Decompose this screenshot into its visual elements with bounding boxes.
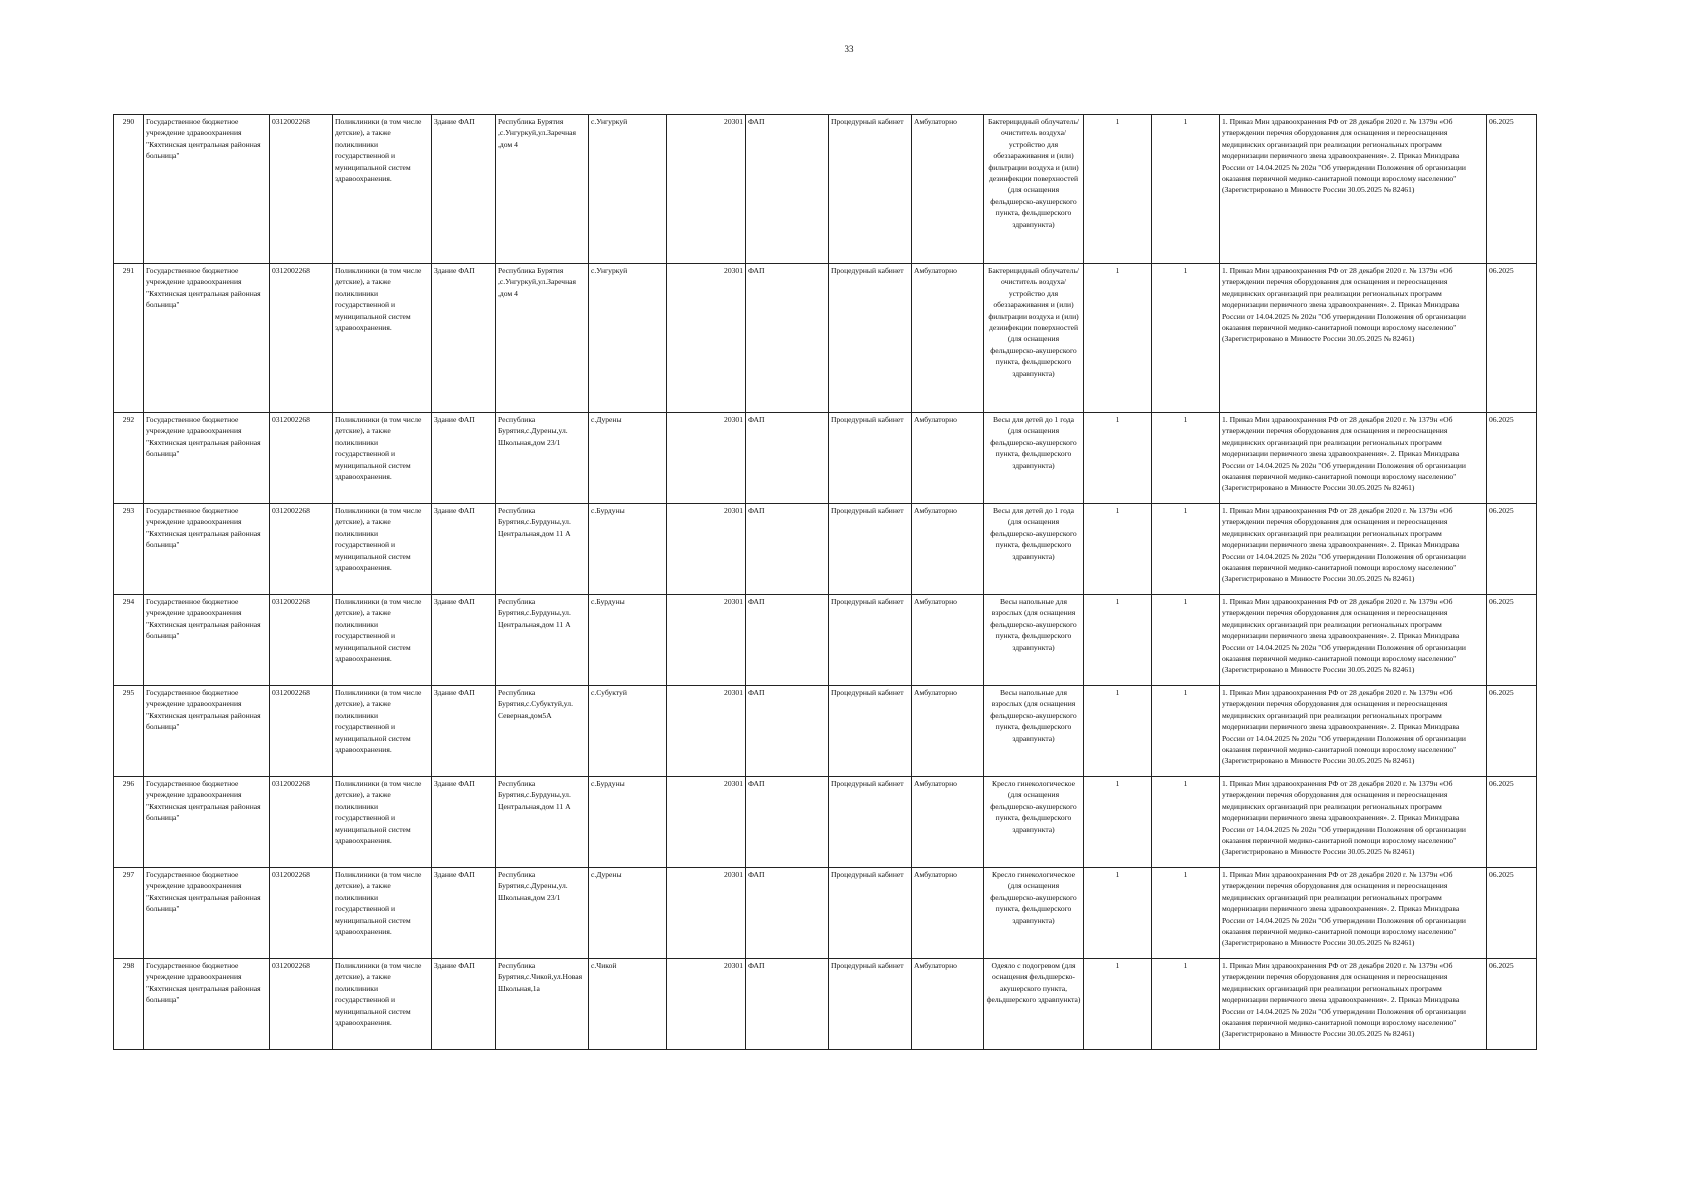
date-cell: 06.2025 <box>1487 959 1537 1050</box>
settlement-cell: с.Дурены <box>589 413 667 504</box>
row-number-cell: 291 <box>114 264 144 413</box>
facility-type-cell: Поликлиники (в том числе детские), а также поликлиники государственной и муниципальной систем здравоохранения. <box>333 777 432 868</box>
date-cell: 06.2025 <box>1487 868 1537 959</box>
table-row <box>114 595 1537 686</box>
inn-cell: 0312002268 <box>270 264 333 413</box>
address-cell: Республика Бурятия,с.Бурдуны,ул. Центральная,дом 11 А <box>496 595 589 686</box>
quantity-1-cell: 1 <box>1084 413 1152 504</box>
facility-type-cell: Поликлиники (в том числе детские), а также поликлиники государственной и муниципальной систем здравоохранения. <box>333 868 432 959</box>
page-number: 33 <box>844 44 854 54</box>
inn-cell: 0312002268 <box>270 115 333 264</box>
code-cell: 20301 <box>667 504 746 595</box>
organization-cell: Государственное бюджетное учреждение здравоохранения "Кяхтинская центральная районная больница" <box>144 777 270 868</box>
table-row <box>114 115 1537 264</box>
row-number-cell: 293 <box>114 504 144 595</box>
quantity-2-cell: 1 <box>1152 504 1220 595</box>
inn-cell: 0312002268 <box>270 413 333 504</box>
quantity-2-cell: 1 <box>1152 959 1220 1050</box>
settlement-cell: с.Бурдуны <box>589 595 667 686</box>
table-row <box>114 959 1537 1050</box>
room-cell: Процедурный кабинет <box>829 264 912 413</box>
code-cell: 20301 <box>667 959 746 1050</box>
facility-type-cell: Поликлиники (в том числе детские), а также поликлиники государственной и муниципальной систем здравоохранения. <box>333 504 432 595</box>
care-type-cell: Амбулаторно <box>912 959 984 1050</box>
address-cell: Республика Бурятия,с.Дурены,ул. Школьная,дом 23/1 <box>496 413 589 504</box>
organization-cell: Государственное бюджетное учреждение здравоохранения "Кяхтинская центральная районная больница" <box>144 959 270 1050</box>
organization-cell: Государственное бюджетное учреждение здравоохранения "Кяхтинская центральная районная больница" <box>144 504 270 595</box>
row-number-cell: 298 <box>114 959 144 1050</box>
row-number-cell: 297 <box>114 868 144 959</box>
quantity-1-cell: 1 <box>1084 264 1152 413</box>
equipment-cell: Весы для детей до 1 года (для оснащения фельдшерско-акушерского пункта, фельдшерского здравпункта) <box>984 413 1084 504</box>
date-cell: 06.2025 <box>1487 264 1537 413</box>
date-cell: 06.2025 <box>1487 413 1537 504</box>
room-cell: Процедурный кабинет <box>829 115 912 264</box>
quantity-2-cell: 1 <box>1152 264 1220 413</box>
quantity-2-cell: 1 <box>1152 413 1220 504</box>
equipment-cell: Бактерицидный облучатель/очиститель воздуха/устройство для обеззараживания и (или) фильтрации воздуха и (или) дезинфекции поверхностей (для оснащения фельдшерско-акушерского пункта, фельдшерского здравпункта) <box>984 264 1084 413</box>
building-cell: Здание ФАП <box>432 686 496 777</box>
address-cell: Республика Бурятия,с.Бурдуны,ул. Центральная,дом 11 А <box>496 504 589 595</box>
legal-basis-cell: 1. Приказ Мин здравоохранения РФ от 28 декабря 2020 г. № 1379н «Об утверждении перечня оборудования для оснащения и переоснащения медицинских организаций при реализации региональных программ модернизации первичного звена здравоохранения». 2. Приказ Минздрава России от 14.04.2025 № 202н "Об утверждении Положения об организации оказания первичной медико-санитарной помощи взрослому населению" (Зарегистрировано в Минюсте России 30.05.2025 № 82461) <box>1220 413 1487 504</box>
date-cell: 06.2025 <box>1487 777 1537 868</box>
inn-cell: 0312002268 <box>270 504 333 595</box>
equipment-cell: Кресло гинекологическое (для оснащения фельдшерско-акушерского пункта, фельдшерского здравпункта) <box>984 777 1084 868</box>
date-cell: 06.2025 <box>1487 115 1537 264</box>
unit-cell: ФАП <box>746 686 829 777</box>
quantity-1-cell: 1 <box>1084 959 1152 1050</box>
code-cell: 20301 <box>667 868 746 959</box>
legal-basis-cell: 1. Приказ Мин здравоохранения РФ от 28 декабря 2020 г. № 1379н «Об утверждении перечня оборудования для оснащения и переоснащения медицинских организаций при реализации региональных программ модернизации первичного звена здравоохранения». 2. Приказ Минздрава России от 14.04.2025 № 202н "Об утверждении Положения об организации оказания первичной медико-санитарной помощи взрослому населению" (Зарегистрировано в Минюсте России 30.05.2025 № 82461) <box>1220 777 1487 868</box>
legal-basis-cell: 1. Приказ Мин здравоохранения РФ от 28 декабря 2020 г. № 1379н «Об утверждении перечня оборудования для оснащения и переоснащения медицинских организаций при реализации региональных программ модернизации первичного звена здравоохранения». 2. Приказ Минздрава России от 14.04.2025 № 202н "Об утверждении Положения об организации оказания первичной медико-санитарной помощи взрослому населению" (Зарегистрировано в Минюсте России 30.05.2025 № 82461) <box>1220 264 1487 413</box>
date-cell: 06.2025 <box>1487 686 1537 777</box>
address-cell: Республика Бурятия,с.Чикой,ул.Новая Школьная,1а <box>496 959 589 1050</box>
legal-basis-cell: 1. Приказ Мин здравоохранения РФ от 28 декабря 2020 г. № 1379н «Об утверждении перечня оборудования для оснащения и переоснащения медицинских организаций при реализации региональных программ модернизации первичного звена здравоохранения». 2. Приказ Минздрава России от 14.04.2025 № 202н "Об утверждении Положения об организации оказания первичной медико-санитарной помощи взрослому населению" (Зарегистрировано в Минюсте России 30.05.2025 № 82461) <box>1220 504 1487 595</box>
quantity-1-cell: 1 <box>1084 868 1152 959</box>
table-row <box>114 686 1537 777</box>
inn-cell: 0312002268 <box>270 595 333 686</box>
care-type-cell: Амбулаторно <box>912 777 984 868</box>
row-number-cell: 295 <box>114 686 144 777</box>
building-cell: Здание ФАП <box>432 413 496 504</box>
care-type-cell: Амбулаторно <box>912 264 984 413</box>
room-cell: Процедурный кабинет <box>829 959 912 1050</box>
table-row <box>114 264 1537 413</box>
equipment-cell: Весы напольные для взрослых (для оснащения фельдшерско-акушерского пункта, фельдшерского здравпункта) <box>984 686 1084 777</box>
unit-cell: ФАП <box>746 777 829 868</box>
care-type-cell: Амбулаторно <box>912 413 984 504</box>
quantity-1-cell: 1 <box>1084 115 1152 264</box>
address-cell: Республика Бурятия ,с.Унгуркуй,ул.Заречная ,дом 4 <box>496 115 589 264</box>
row-number-cell: 296 <box>114 777 144 868</box>
room-cell: Процедурный кабинет <box>829 686 912 777</box>
legal-basis-cell: 1. Приказ Мин здравоохранения РФ от 28 декабря 2020 г. № 1379н «Об утверждении перечня оборудования для оснащения и переоснащения медицинских организаций при реализации региональных программ модернизации первичного звена здравоохранения». 2. Приказ Минздрава России от 14.04.2025 № 202н "Об утверждении Положения об организации оказания первичной медико-санитарной помощи взрослому населению" (Зарегистрировано в Минюсте России 30.05.2025 № 82461) <box>1220 686 1487 777</box>
room-cell: Процедурный кабинет <box>829 413 912 504</box>
equipment-cell: Одеяло с подогревом (для оснащения фельдшерско-акушерского пункта, фельдшерского здравпункта) <box>984 959 1084 1050</box>
room-cell: Процедурный кабинет <box>829 777 912 868</box>
equipment-cell: Бактерицидный облучатель/очиститель воздуха/устройство для обеззараживания и (или) фильтрации воздуха и (или) дезинфекции поверхностей (для оснащения фельдшерско-акушерского пункта, фельдшерского здравпункта) <box>984 115 1084 264</box>
settlement-cell: с.Дурены <box>589 868 667 959</box>
row-number-cell: 294 <box>114 595 144 686</box>
building-cell: Здание ФАП <box>432 264 496 413</box>
legal-basis-cell: 1. Приказ Мин здравоохранения РФ от 28 декабря 2020 г. № 1379н «Об утверждении перечня оборудования для оснащения и переоснащения медицинских организаций при реализации региональных программ модернизации первичного звена здравоохранения». 2. Приказ Минздрава России от 14.04.2025 № 202н "Об утверждении Положения об организации оказания первичной медико-санитарной помощи взрослому населению" (Зарегистрировано в Минюсте России 30.05.2025 № 82461) <box>1220 959 1487 1050</box>
building-cell: Здание ФАП <box>432 115 496 264</box>
organization-cell: Государственное бюджетное учреждение здравоохранения "Кяхтинская центральная районная больница" <box>144 868 270 959</box>
equipment-cell: Весы напольные для взрослых (для оснащения фельдшерско-акушерского пункта, фельдшерского здравпункта) <box>984 595 1084 686</box>
settlement-cell: с.Унгуркуй <box>589 264 667 413</box>
address-cell: Республика Бурятия,с.Бурдуны,ул. Центральная,дом 11 А <box>496 777 589 868</box>
unit-cell: ФАП <box>746 959 829 1050</box>
organization-cell: Государственное бюджетное учреждение здравоохранения "Кяхтинская центральная районная больница" <box>144 595 270 686</box>
building-cell: Здание ФАП <box>432 959 496 1050</box>
unit-cell: ФАП <box>746 264 829 413</box>
code-cell: 20301 <box>667 595 746 686</box>
table-row <box>114 413 1537 504</box>
date-cell: 06.2025 <box>1487 504 1537 595</box>
legal-basis-cell: 1. Приказ Мин здравоохранения РФ от 28 декабря 2020 г. № 1379н «Об утверждении перечня оборудования для оснащения и переоснащения медицинских организаций при реализации региональных программ модернизации первичного звена здравоохранения». 2. Приказ Минздрава России от 14.04.2025 № 202н "Об утверждении Положения об организации оказания первичной медико-санитарной помощи взрослому населению" (Зарегистрировано в Минюсте России 30.05.2025 № 82461) <box>1220 115 1487 264</box>
building-cell: Здание ФАП <box>432 595 496 686</box>
address-cell: Республика Бурятия,с.Дурены,ул. Школьная,дом 23/1 <box>496 868 589 959</box>
facility-type-cell: Поликлиники (в том числе детские), а также поликлиники государственной и муниципальной систем здравоохранения. <box>333 686 432 777</box>
facility-type-cell: Поликлиники (в том числе детские), а также поликлиники государственной и муниципальной систем здравоохранения. <box>333 413 432 504</box>
quantity-2-cell: 1 <box>1152 777 1220 868</box>
code-cell: 20301 <box>667 777 746 868</box>
quantity-1-cell: 1 <box>1084 686 1152 777</box>
quantity-2-cell: 1 <box>1152 686 1220 777</box>
table-row <box>114 504 1537 595</box>
quantity-2-cell: 1 <box>1152 868 1220 959</box>
care-type-cell: Амбулаторно <box>912 868 984 959</box>
row-number-cell: 290 <box>114 115 144 264</box>
facility-type-cell: Поликлиники (в том числе детские), а также поликлиники государственной и муниципальной систем здравоохранения. <box>333 264 432 413</box>
settlement-cell: с.Унгуркуй <box>589 115 667 264</box>
organization-cell: Государственное бюджетное учреждение здравоохранения "Кяхтинская центральная районная больница" <box>144 264 270 413</box>
settlement-cell: с.Бурдуны <box>589 504 667 595</box>
address-cell: Республика Бурятия,с.Субуктуй,ул. Северная,дом5А <box>496 686 589 777</box>
date-cell: 06.2025 <box>1487 595 1537 686</box>
care-type-cell: Амбулаторно <box>912 595 984 686</box>
legal-basis-cell: 1. Приказ Мин здравоохранения РФ от 28 декабря 2020 г. № 1379н «Об утверждении перечня оборудования для оснащения и переоснащения медицинских организаций при реализации региональных программ модернизации первичного звена здравоохранения». 2. Приказ Минздрава России от 14.04.2025 № 202н "Об утверждении Положения об организации оказания первичной медико-санитарной помощи взрослому населению" (Зарегистрировано в Минюсте России 30.05.2025 № 82461) <box>1220 595 1487 686</box>
settlement-cell: с.Субуктуй <box>589 686 667 777</box>
room-cell: Процедурный кабинет <box>829 868 912 959</box>
equipment-cell: Весы для детей до 1 года (для оснащения фельдшерско-акушерского пункта, фельдшерского здравпункта) <box>984 504 1084 595</box>
quantity-1-cell: 1 <box>1084 595 1152 686</box>
code-cell: 20301 <box>667 686 746 777</box>
unit-cell: ФАП <box>746 413 829 504</box>
code-cell: 20301 <box>667 413 746 504</box>
unit-cell: ФАП <box>746 115 829 264</box>
care-type-cell: Амбулаторно <box>912 686 984 777</box>
table-row <box>114 777 1537 868</box>
row-number-cell: 292 <box>114 413 144 504</box>
settlement-cell: с.Чикой <box>589 959 667 1050</box>
facility-type-cell: Поликлиники (в том числе детские), а также поликлиники государственной и муниципальной систем здравоохранения. <box>333 959 432 1050</box>
table-body <box>114 115 1537 1050</box>
organization-cell: Государственное бюджетное учреждение здравоохранения "Кяхтинская центральная районная больница" <box>144 413 270 504</box>
organization-cell: Государственное бюджетное учреждение здравоохранения "Кяхтинская центральная районная больница" <box>144 115 270 264</box>
building-cell: Здание ФАП <box>432 777 496 868</box>
quantity-1-cell: 1 <box>1084 504 1152 595</box>
quantity-2-cell: 1 <box>1152 595 1220 686</box>
unit-cell: ФАП <box>746 595 829 686</box>
facility-type-cell: Поликлиники (в том числе детские), а также поликлиники государственной и муниципальной систем здравоохранения. <box>333 595 432 686</box>
inn-cell: 0312002268 <box>270 777 333 868</box>
address-cell: Республика Бурятия ,с.Унгуркуй,ул.Заречная ,дом 4 <box>496 264 589 413</box>
inn-cell: 0312002268 <box>270 868 333 959</box>
unit-cell: ФАП <box>746 868 829 959</box>
quantity-1-cell: 1 <box>1084 777 1152 868</box>
legal-basis-cell: 1. Приказ Мин здравоохранения РФ от 28 декабря 2020 г. № 1379н «Об утверждении перечня оборудования для оснащения и переоснащения медицинских организаций при реализации региональных программ модернизации первичного звена здравоохранения». 2. Приказ Минздрава России от 14.04.2025 № 202н "Об утверждении Положения об организации оказания первичной медико-санитарной помощи взрослому населению" (Зарегистрировано в Минюсте России 30.05.2025 № 82461) <box>1220 868 1487 959</box>
care-type-cell: Амбулаторно <box>912 115 984 264</box>
room-cell: Процедурный кабинет <box>829 595 912 686</box>
care-type-cell: Амбулаторно <box>912 504 984 595</box>
unit-cell: ФАП <box>746 504 829 595</box>
quantity-2-cell: 1 <box>1152 115 1220 264</box>
code-cell: 20301 <box>667 264 746 413</box>
room-cell: Процедурный кабинет <box>829 504 912 595</box>
table-row <box>114 868 1537 959</box>
facility-type-cell: Поликлиники (в том числе детские), а также поликлиники государственной и муниципальной систем здравоохранения. <box>333 115 432 264</box>
inn-cell: 0312002268 <box>270 959 333 1050</box>
settlement-cell: с.Бурдуны <box>589 777 667 868</box>
equipment-table <box>113 114 1537 1050</box>
building-cell: Здание ФАП <box>432 868 496 959</box>
code-cell: 20301 <box>667 115 746 264</box>
organization-cell: Государственное бюджетное учреждение здравоохранения "Кяхтинская центральная районная больница" <box>144 686 270 777</box>
inn-cell: 0312002268 <box>270 686 333 777</box>
equipment-cell: Кресло гинекологическое (для оснащения фельдшерско-акушерского пункта, фельдшерского здравпункта) <box>984 868 1084 959</box>
building-cell: Здание ФАП <box>432 504 496 595</box>
